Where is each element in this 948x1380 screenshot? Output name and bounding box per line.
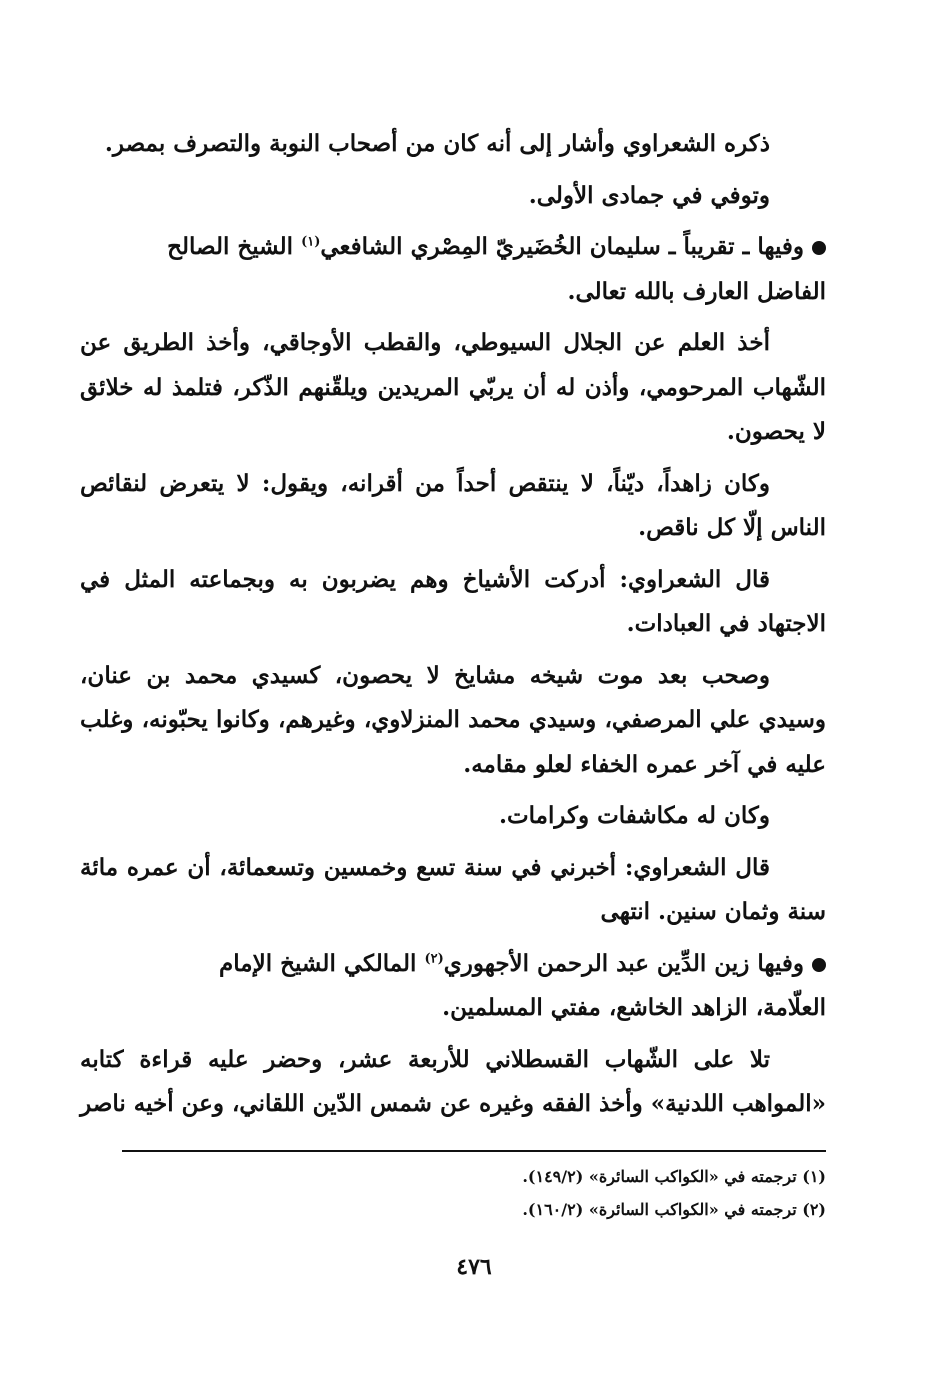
bullet-icon: [812, 241, 826, 255]
entry-name: وفيها زين الدِّين عبد الرحمن الأجهوري: [443, 949, 804, 977]
entry-continuation: الفاضل العارف بالله تعالى.: [567, 277, 826, 305]
paragraph: وتوفي في جمادى الأولى.: [528, 181, 770, 209]
paragraph: تلا على الشّهاب القسطلاني للأربعة عشر، وحضر عليه قراءة كتابه «المواهب اللدنية» وأخذ الفقه وغيره عن شمس الدّين اللقاني، وعن أخيه ناصر: [80, 1045, 826, 1117]
footnote-separator: [122, 1150, 826, 1152]
entry-title: المالكي الشيخ الإمام: [219, 949, 425, 977]
page-number: ٤٧٦: [456, 1254, 492, 1280]
footnote-ref: (١): [301, 234, 321, 250]
entry-title: الشيخ الصالح: [167, 233, 302, 260]
entry-continuation: العلّامة، الزاهد الخاشع، مفتي المسلمين.: [442, 994, 826, 1021]
footnote: (١) ترجمته في «الكواكب السائرة» (١٤٩/٢).: [522, 1167, 826, 1186]
entry-name: وفيها ـ تقريباً ـ سليمان الخُضَيريّ المِصْري الشافعي: [320, 233, 804, 260]
paragraph: قال الشعراوي: أدركت الأشياخ وهم يضربون به وبجماعته المثل في الاجتهاد في العبادات.: [80, 565, 826, 637]
paragraph: أخذ العلم عن الجلال السيوطي، والقطب الأوجاقي، وأخذ الطريق عن الشّهاب المرحومي، وأذن له أن يربّي المريدين ويلقّنهم الذّكر، فتلمذ له خلائق لا يحصون.: [80, 329, 826, 445]
bullet-icon: [812, 958, 826, 972]
paragraph: ذكره الشعراوي وأشار إلى أنه كان من أصحاب النوبة والتصرف بمصر.: [104, 130, 770, 157]
paragraph: قال الشعراوي: أخبرني في سنة تسع وخمسين وتسعمائة، أن عمره مائة سنة وثمان سنين. انتهى: [80, 853, 826, 925]
entry-heading: [80, 225, 826, 314]
footnote: (٢) ترجمته في «الكواكب السائرة» (١٦٠/٢).: [522, 1200, 826, 1219]
footnotes: [122, 1160, 826, 1226]
paragraph: وصحب بعد موت شيخه مشايخ لا يحصون، كسيدي محمد بن عنان، وسيدي علي المرصفي، وسيدي محمد المنزلاوي، وغيرهم، وكانوا يحبّونه، وغلب عليه في آخر عمره الخفاء لعلو مقامه.: [80, 661, 826, 778]
entry-heading: [80, 942, 826, 1031]
paragraph: وكان له مكاشفات وكرامات.: [498, 802, 770, 829]
footnote-ref: (٢): [424, 950, 444, 966]
paragraph: وكان زاهداً، ديّناً، لا ينتقص أحداً من أقرانه، ويقول: لا يتعرض لنقائص الناس إلّا كل ناقص.: [80, 469, 826, 541]
body-text: [80, 122, 826, 1134]
